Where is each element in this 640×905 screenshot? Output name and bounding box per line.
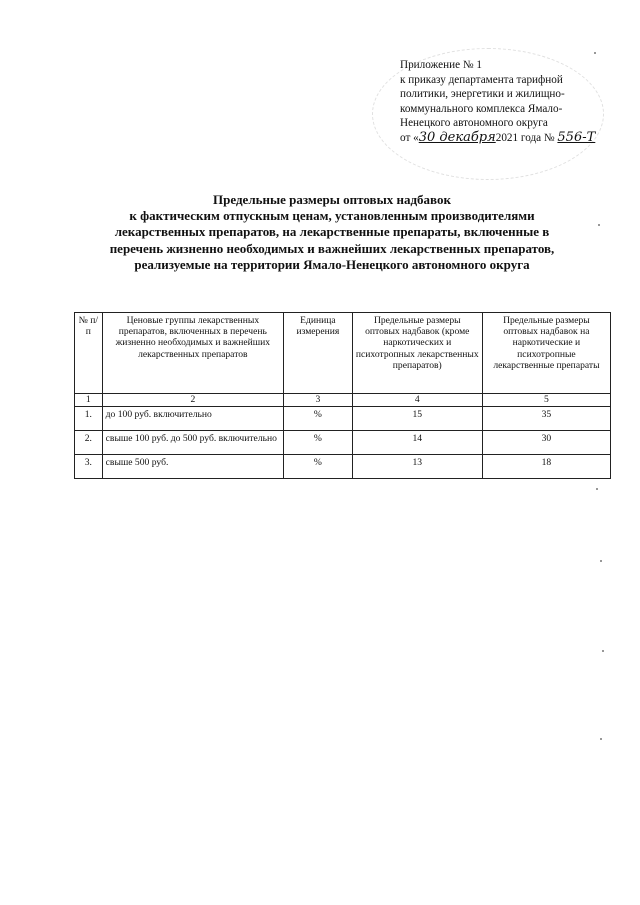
unit: % <box>284 431 353 455</box>
markup-general: 14 <box>352 431 482 455</box>
price-group: свыше 500 руб. <box>102 455 283 479</box>
scan-speck <box>600 738 602 740</box>
appendix-block <box>400 58 615 146</box>
order-date-line <box>400 131 615 146</box>
table-index-row <box>75 394 611 407</box>
markup-table <box>74 312 611 479</box>
markup-narcotic: 35 <box>482 407 610 431</box>
index-cell: 2 <box>102 394 283 407</box>
title-line: реализуемые на территории Ямало-Ненецкого автономного округа <box>134 256 530 272</box>
row-number: 1. <box>75 407 103 431</box>
price-group: свыше 100 руб. до 500 руб. включительно <box>102 431 283 455</box>
price-group: до 100 руб. включительно <box>102 407 283 431</box>
scan-speck <box>598 224 600 226</box>
table-row <box>75 407 611 431</box>
index-cell: 3 <box>284 394 353 407</box>
scan-speck <box>602 650 604 652</box>
appendix-line: политики, энергетики и жилищно- <box>400 88 565 101</box>
header-markup-narcotic: Предельные размеры оптовых надбавок на наркотические и психотропные лекарственные препараты <box>482 313 610 394</box>
row-number: 2. <box>75 431 103 455</box>
appendix-line: к приказу департамента тарифной <box>400 73 563 86</box>
handwritten-date: 30 декабря <box>418 129 496 145</box>
row-number: 3. <box>75 455 103 479</box>
date-prefix: от « <box>400 131 419 144</box>
table-header-row <box>75 313 611 394</box>
markup-general: 13 <box>352 455 482 479</box>
index-cell: 5 <box>482 394 610 407</box>
index-cell: 4 <box>352 394 482 407</box>
header-markup-general: Предельные размеры оптовых надбавок (кроме наркотических и психотропных лекарственных препаратов) <box>352 313 482 394</box>
date-suffix: 2021 года № <box>495 131 555 144</box>
appendix-line: коммунального комплекса Ямало- <box>400 102 563 115</box>
table-row <box>75 455 611 479</box>
header-number: № п/п <box>75 313 103 394</box>
scan-speck <box>596 488 598 490</box>
header-unit: Единица измерения <box>284 313 353 394</box>
title-line: лекарственных препаратов, на лекарственные препараты, включенные в <box>114 224 550 240</box>
title-line: Предельные размеры оптовых надбавок <box>213 192 451 207</box>
appendix-title: Приложение № 1 <box>400 59 482 71</box>
appendix-line: Ненецкого автономного округа <box>400 117 548 130</box>
handwritten-order-number: 556-Т <box>557 129 596 145</box>
table-row <box>75 431 611 455</box>
markup-narcotic: 30 <box>482 431 610 455</box>
document-title <box>60 192 604 273</box>
unit: % <box>284 455 353 479</box>
scan-speck <box>600 560 602 562</box>
unit: % <box>284 407 353 431</box>
markup-general: 15 <box>352 407 482 431</box>
index-cell: 1 <box>75 394 103 407</box>
header-price-group: Ценовые группы лекарственных препаратов, включенных в перечень жизненно необходимых и важнейших лекарственных препаратов <box>102 313 283 394</box>
markup-narcotic: 18 <box>482 455 610 479</box>
scan-speck <box>594 52 596 54</box>
title-line: перечень жизненно необходимых и важнейших лекарственных препаратов, <box>109 240 555 256</box>
title-line: к фактическим отпускным ценам, установленным производителями <box>129 208 535 224</box>
